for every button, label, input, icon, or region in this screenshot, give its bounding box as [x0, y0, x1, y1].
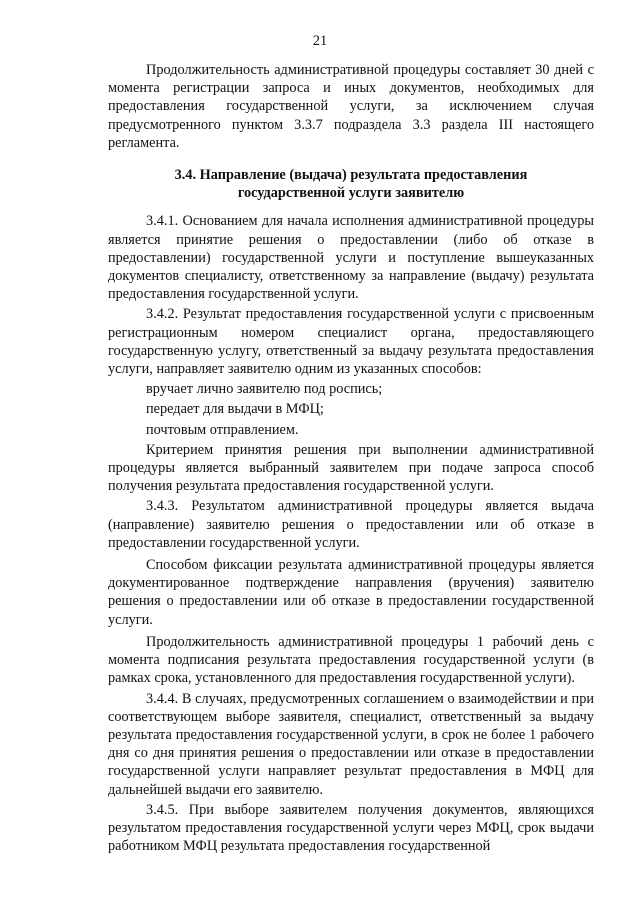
section-heading [108, 166, 594, 202]
page-content [108, 61, 594, 855]
fixation-paragraph: Способом фиксации результата административной процедуры является документированное подтверждение направления (вручения) заявителю решения о предоставлении или об отказе в предоставлении государственной услуги. [108, 557, 594, 628]
section-heading-line-2: государственной услуги заявителю [237, 185, 465, 202]
duration-paragraph: Продолжительность административной процедуры 1 рабочий день с момента подписания результата предоставления государственной услуги (в рамках срока, установленного для предоставления государственной услуги). [108, 633, 594, 687]
section-heading-line-1: 3.4. Направление (выдача) результата предоставления [174, 167, 528, 184]
paragraph-3-4-4: 3.4.4. В случаях, предусмотренных соглашением о взаимодействии и при соответствующем выборе заявителя, специалист, ответственный за выдачу результата предоставления государственной услуги, в срок не более 1 рабочего дня со дня принятия решения о предоставлении или отказе в предоставлении государственной услуги направляет результат предоставления в МФЦ для дальнейшей выдачи его заявителю. [108, 690, 594, 798]
paragraph-3-4-3: 3.4.3. Результатом административной процедуры является выдача (направление) заявителю решения о предоставлении или об отказе в предоставлении государственной услуги. [108, 498, 594, 551]
paragraph-3-4-2: 3.4.2. Результат предоставления государственной услуги с присвоенным регистрационным номером специалист органа, предоставляющего государственную услугу, ответственный за выдачу результата предоставления услуги, направляет заявителю одним из указанных способов: [108, 306, 594, 378]
page-number: 21 [312, 33, 328, 49]
criterion-paragraph: Критерием принятия решения при выполнении административной процедуры является выбранный заявителем при подаче запроса способ получения результата предоставления государственной услуги. [108, 441, 594, 495]
delivery-way-post: почтовым отправлением. [146, 421, 299, 438]
delivery-way-mfc: передает для выдачи в МФЦ; [146, 401, 324, 418]
delivery-way-in-person: вручает лично заявителю под роспись; [146, 381, 383, 398]
intro-paragraph: Продолжительность административной процедуры составляет 30 дней с момента регистрации запроса и иных документов, необходимых для предоставления государственной услуги, за исключением случая предусмотренного пунктом 3.3.7 подраздела 3.3 раздела III настоящего регламента. [108, 62, 594, 151]
paragraph-3-4-1: 3.4.1. Основанием для начала исполнения административной процедуры является принятие решения о предоставлении (либо об отказе в предоставлении) государственной услуги и поступление вышеуказанных документов специалисту, ответственному за направление (выдачу) результата предоставления государственной услуги. [108, 213, 594, 303]
paragraph-3-4-5: 3.4.5. При выборе заявителем получения документов, являющихся результатом предоставления государственной услуги через МФЦ, срок выдачи работником МФЦ результата предоставления государственной [108, 801, 594, 855]
